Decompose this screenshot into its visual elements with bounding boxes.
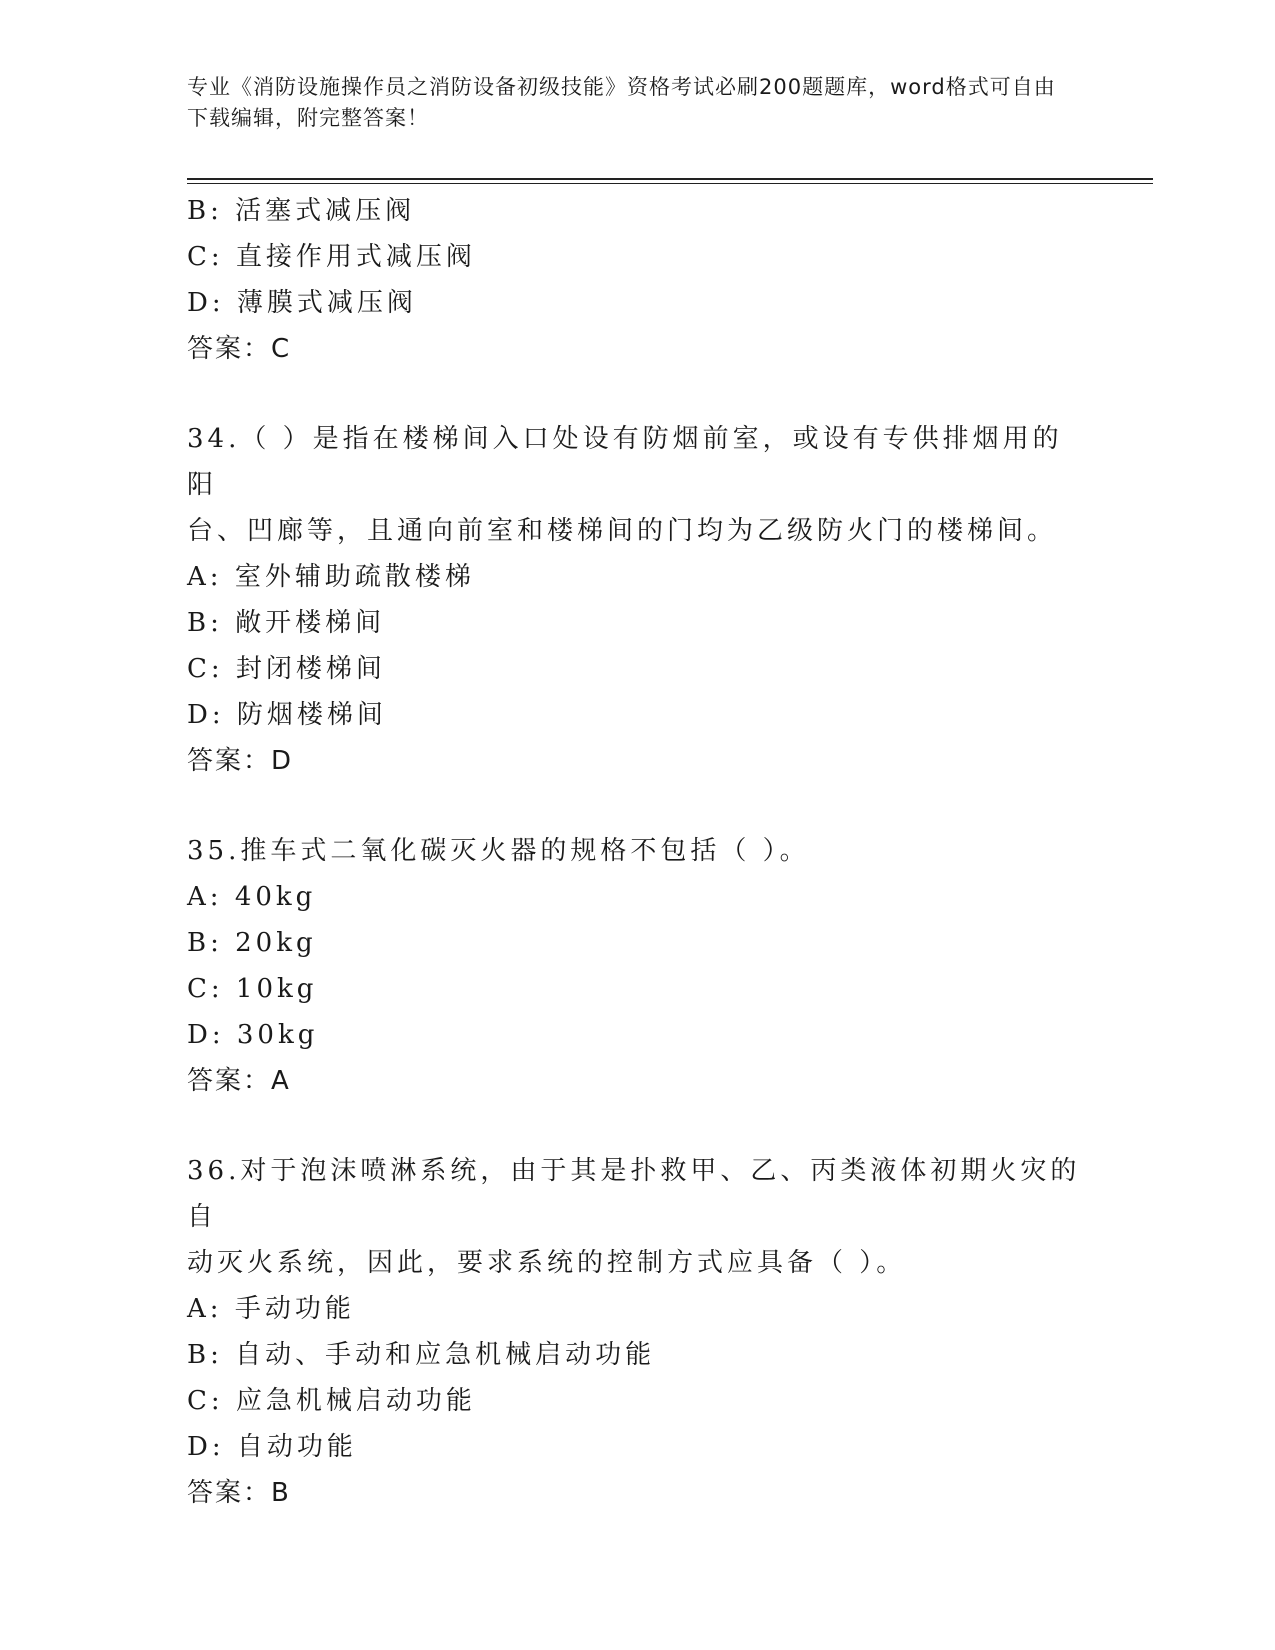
option-key: B: <box>187 608 223 638</box>
option-c <box>187 1378 1087 1424</box>
spacer <box>187 784 1087 828</box>
option-c <box>187 966 1087 1012</box>
page-header: 专业《消防设施操作员之消防设备初级技能》资格考试必刷200题题库，word格式可自由下载编辑，附完整答案！ <box>187 75 1056 130</box>
option-key: B: <box>187 1340 223 1370</box>
option-d <box>187 280 1087 326</box>
question-list <box>187 188 1087 1516</box>
option-key: D: <box>187 1432 225 1462</box>
option-d <box>187 1012 1087 1058</box>
option-key: A: <box>187 562 223 592</box>
option-key: C: <box>187 974 224 1004</box>
question-33-tail <box>187 188 1087 372</box>
spacer <box>187 372 1087 416</box>
option-b <box>187 920 1087 966</box>
option-text: 直接作用式减压阀 <box>235 242 476 272</box>
option-key: B: <box>187 928 223 958</box>
question-35 <box>187 828 1087 1104</box>
option-key: C: <box>187 242 224 272</box>
option-key: D: <box>187 1020 225 1050</box>
option-a <box>187 554 1087 600</box>
option-c <box>187 646 1087 692</box>
question-stem-line: 36.对于泡沫喷淋系统，由于其是扑救甲、乙、丙类液体初期火灾的自 <box>187 1156 1081 1232</box>
option-key: C: <box>187 1386 224 1416</box>
option-text: 30kg <box>236 1020 319 1050</box>
question-34 <box>187 416 1087 784</box>
question-stem-line: 35.推车式二氧化碳灭火器的规格不包括（ ）。 <box>187 836 810 866</box>
option-b <box>187 188 1087 234</box>
option-c <box>187 234 1087 280</box>
question-stem-line: 台、凹廊等，且通向前室和楼梯间的门均为乙级防火门的楼梯间。 <box>187 516 1058 546</box>
question-stem-line: 动灭火系统，因此，要求系统的控制方式应具备（ ）。 <box>187 1248 907 1278</box>
option-text: 封闭楼梯间 <box>235 654 386 684</box>
option-key: C: <box>187 654 224 684</box>
header-rule-thin <box>187 183 1153 184</box>
option-b <box>187 1332 1087 1378</box>
option-text: 防烟楼梯间 <box>236 700 387 730</box>
answer-line: 答案：B <box>187 1478 291 1508</box>
option-d <box>187 692 1087 738</box>
option-text: 自动、手动和应急机械启动功能 <box>235 1340 656 1370</box>
answer-line: 答案：C <box>187 334 292 364</box>
option-text: 敞开楼梯间 <box>235 608 386 638</box>
option-key: B: <box>187 196 223 226</box>
option-a <box>187 874 1087 920</box>
option-text: 自动功能 <box>236 1432 357 1462</box>
option-text: 室外辅助疏散楼梯 <box>234 562 475 592</box>
option-text: 活塞式减压阀 <box>235 196 416 226</box>
answer-line: 答案：A <box>187 1066 291 1096</box>
option-b <box>187 600 1087 646</box>
question-36 <box>187 1148 1087 1516</box>
option-d <box>187 1424 1087 1470</box>
option-key: D: <box>187 288 225 318</box>
option-text: 手动功能 <box>234 1294 355 1324</box>
option-text: 应急机械启动功能 <box>235 1386 476 1416</box>
option-key: A: <box>187 882 223 912</box>
option-text: 40kg <box>234 882 317 912</box>
option-key: D: <box>187 700 225 730</box>
option-a <box>187 1286 1087 1332</box>
option-text: 薄膜式减压阀 <box>236 288 417 318</box>
option-text: 10kg <box>235 974 318 1004</box>
spacer <box>187 1104 1087 1148</box>
header-rule-thick <box>187 178 1153 180</box>
question-stem-line: 34.（ ）是指在楼梯间入口处设有防烟前室，或设有专供排烟用的阳 <box>187 424 1063 500</box>
option-key: A: <box>187 1294 223 1324</box>
answer-line: 答案：D <box>187 746 294 776</box>
option-text: 20kg <box>235 928 317 958</box>
